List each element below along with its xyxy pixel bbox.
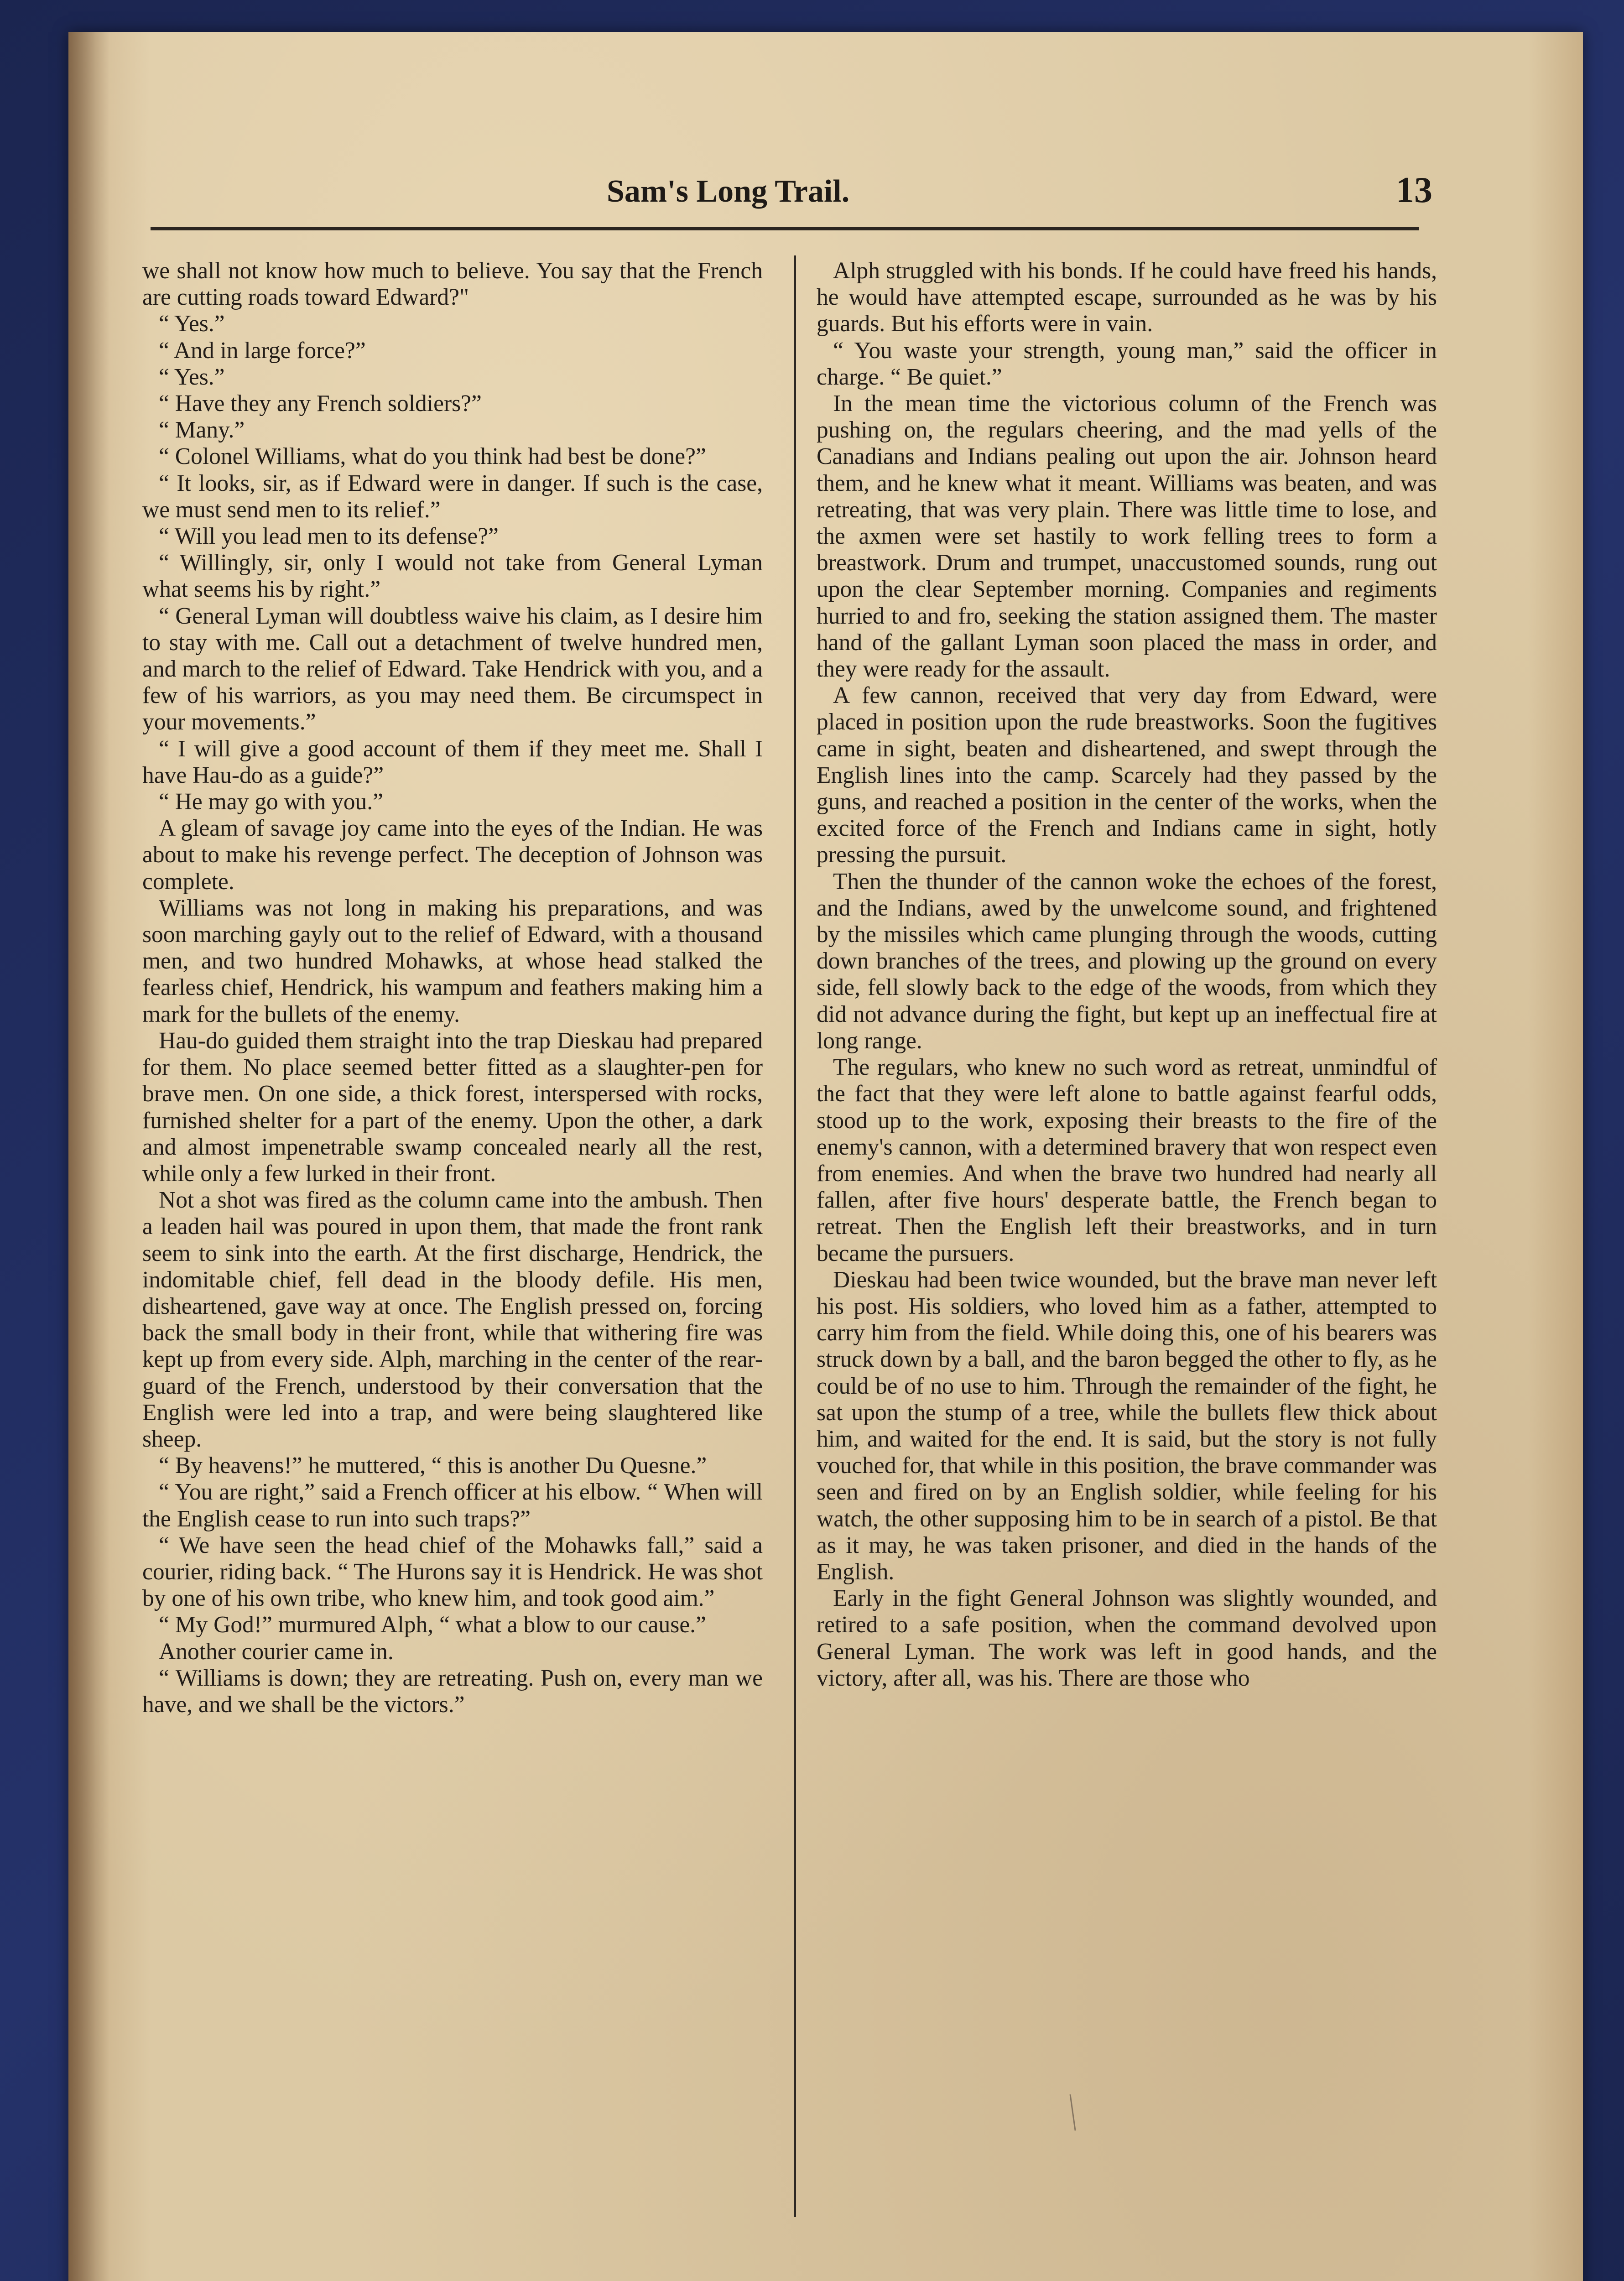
paragraph: “ It looks, sir, as if Edward were in danger. If such is the case, we must send men to its relief.” xyxy=(142,470,763,523)
paragraph: “ Williams is down; they are retreating. Push on, every man we have, and we shall be the victors.” xyxy=(142,1665,763,1718)
paragraph: “ I will give a good account of them if they meet me. Shall I have Hau-do as a guide?” xyxy=(142,735,763,788)
column-divider xyxy=(794,255,796,2217)
page-spine-shadow xyxy=(68,32,109,2281)
paragraph: “ Yes.” xyxy=(159,364,225,390)
paragraph: we shall not know how much to believe. You say that the French are cutting roads toward Edward?" xyxy=(142,258,763,311)
paragraph: “ You are right,” said a French officer at his elbow. “ When will the English cease to run into such traps?” xyxy=(142,1479,763,1532)
paragraph: “ He may go with you.” xyxy=(159,789,383,815)
paragraph: Dieskau had been twice wounded, but the brave man never left his post. His soldiers, who loved him as a father, attempted to carry him from the field. While doing this, one of his bearers was struck down by a ball, and the baron begged the other to fly, as he could be of no use to him. Through the remainder of the fight, he sat upon the stump of a tree, while the bullets flew thick about him, and waited for the end. It is said, but the story is not fully vouched for, that while in this position, the brave commander was seen and fired on by an English soldier, while feeling for his watch, the other supposing him to be in search of a pistol. Be that as it may, he was taken prisoner, and died in the hands of the English. xyxy=(817,1266,1437,1585)
paragraph: “ By heavens!” he muttered, “ this is another Du Quesne.” xyxy=(159,1453,707,1479)
paragraph: “ We have seen the head chief of the Mohawks fall,” said a courier, riding back. “ The Hurons say it is Hendrick. He was shot by one of his own tribe, who knew him, and took good aim.” xyxy=(142,1532,763,1612)
right-text-column xyxy=(817,258,1437,1692)
paragraph: Then the thunder of the cannon woke the echoes of the forest, and the Indians, awed by the unwelcome sound, and frightened by the missiles which came plunging through the woods, cutting down branches of the trees, and plowing up the ground on every side, fell slowly back to the edge of the woods, from which they did not advance during the fight, but kept up an ineffectual fire at long range. xyxy=(817,868,1437,1054)
header-rule xyxy=(151,227,1419,230)
paragraph: Williams was not long in making his preparations, and was soon marching gayly out to the relief of Edward, with a thousand men, and two hundred Mohawks, at whose head stalked the fearless chief, Hendrick, his wampum and feathers making him a mark for the bullets of the enemy. xyxy=(142,895,763,1027)
paragraph: Early in the fight General Johnson was slightly wounded, and retired to a safe position, when the command devolved upon General Lyman. The work was left in good hands, and the victory, after all, was his. There are those who xyxy=(817,1585,1437,1691)
paragraph: “ You waste your strength, young man,” said the officer in charge. “ Be quiet.” xyxy=(817,337,1437,390)
left-text-column xyxy=(142,258,763,1718)
paragraph: A few cannon, received that very day from Edward, were placed in position upon the rude breastworks. Soon the fugitives came in sight, beaten and disheartened, and swept through the English lines into the camp. Scarcely had they passed by the guns, and reached a position in the center of the works, when the excited force of the French and Indians came in sight, hotly pressing the pursuit. xyxy=(817,682,1437,868)
paragraph: “ And in large force?” xyxy=(159,337,366,364)
paragraph: “ Yes.” xyxy=(159,311,225,337)
paragraph: Not a shot was fired as the column came into the ambush. Then a leaden hail was poured in upon them, that made the front rank seem to sink into the earth. At the first discharge, Hendrick, the indomitable chief, fell dead in the bloody defile. His men, disheartened, gave way at once. The English pressed on, forcing back the small body in their front, while that withering fire was kept up from every side. Alph, marching in the center of the rear-guard of the French, understood by their conversation that the English were led into a trap, and were being slaughtered like sheep. xyxy=(142,1187,763,1452)
running-title: Sam's Long Trail. xyxy=(607,174,850,209)
paragraph: “ General Lyman will doubtless waive his claim, as I desire him to stay with me. Call out a detachment of twelve hundred men, and march to the relief of Edward. Take Hendrick with you, and a few of his warriors, as you may need them. Be circumspect in your movements.” xyxy=(142,603,763,735)
paragraph: “ Many.” xyxy=(159,417,245,443)
paragraph: A gleam of savage joy came into the eyes of the Indian. He was about to make his revenge perfect. The deception of Johnson was complete. xyxy=(142,815,763,895)
paragraph: “ Colonel Williams, what do you think had best be done?” xyxy=(159,443,706,470)
paragraph: “ Willingly, sir, only I would not take from General Lyman what seems his by right.” xyxy=(142,550,763,603)
paragraph: Hau-do guided them straight into the trap Dieskau had prepared for them. No place seemed better fitted as a slaughter-pen for brave men. On one side, a thick forest, interspersed with rocks, furnished shelter for a part of the enemy. Upon the other, a dark and almost impenetrable swamp concealed nearly all the rest, while only a few lurked in their front. xyxy=(142,1027,763,1187)
paragraph: In the mean time the victorious column of the French was pushing on, the regulars cheering, and the mad yells of the Canadians and Indians pealing out upon the air. Johnson heard them, and he knew what it meant. Williams was beaten, and was retreating, that was very plain. There was little time to lose, and the axmen were set hastily to work felling trees to form a breastwork. Drum and trumpet, unaccustomed sounds, rung out upon the clear September morning. Companies and regiments hurried to and fro, seeking the station assigned them. The master hand of the gallant Lyman soon placed the mass in order, and they were ready for the assault. xyxy=(817,391,1437,682)
paragraph: “ Will you lead men to its defense?” xyxy=(159,523,499,550)
paragraph: “ Have they any French soldiers?” xyxy=(159,391,482,417)
paragraph: Another courier came in. xyxy=(159,1638,394,1665)
page-number: 13 xyxy=(1396,170,1432,210)
paragraph: The regulars, who knew no such word as retreat, unmindful of the fact that they were left alone to battle against fearful odds, stood up to the work, exposing their breasts to the fire of the enemy's cannon, with a determined bravery that won respect even from enemies. And when the brave two hundred had nearly all fallen, after five hours' desperate battle, the French began to retreat. Then the English left their breastworks, and in turn became the pursuers. xyxy=(817,1054,1437,1266)
paragraph: Alph struggled with his bonds. If he could have freed his hands, he would have attempted escape, surrounded as he was by his guards. But his efforts were in vain. xyxy=(817,258,1437,337)
paragraph: “ My God!” murmured Alph, “ what a blow to our cause.” xyxy=(159,1612,706,1638)
